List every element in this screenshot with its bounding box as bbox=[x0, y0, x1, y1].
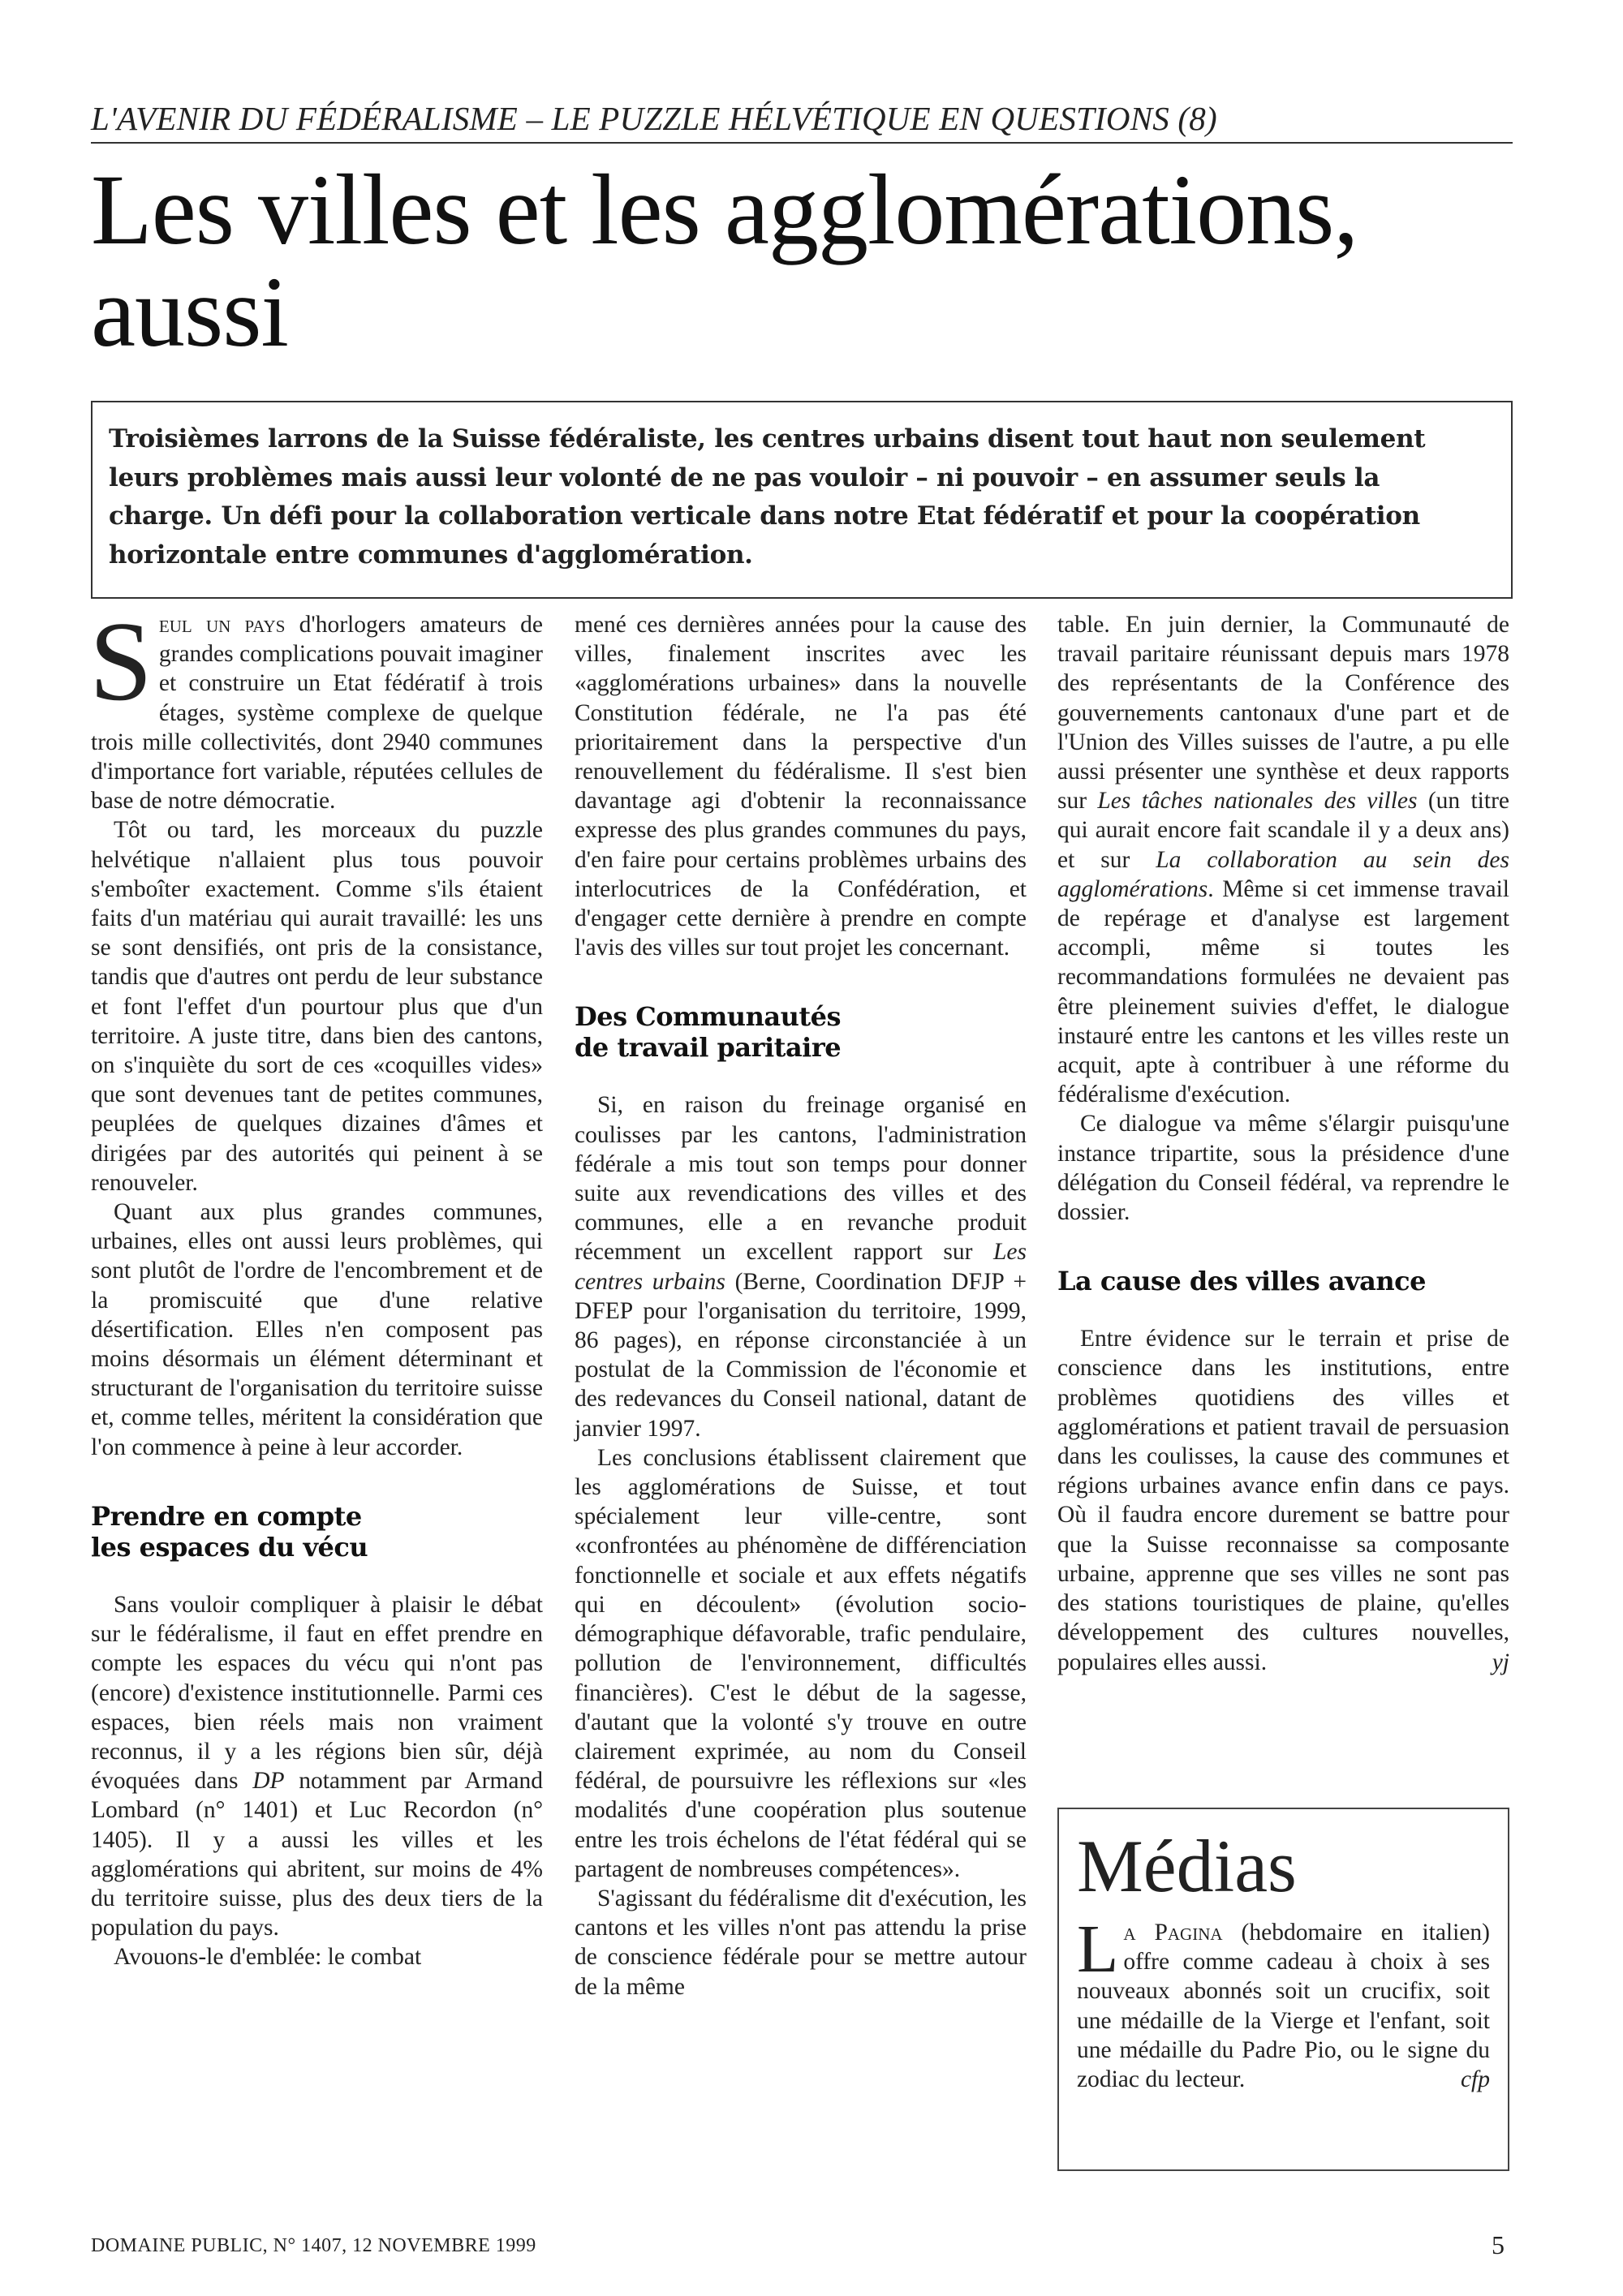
paragraph-text: table. En juin dernier, la Communauté de travail paritaire réunissant depuis mars 1978 des représentants de la Conférence des gouvernements cantonaux d'une part et de l'Union des Villes suisses de l'autre, a pu elle aussi présenter une synthèse et deux rapports sur bbox=[1057, 612, 1509, 815]
paragraph: Ce dialogue va même s'élargir puisqu'une instance tripartite, sous la présidence d'une délégation du Conseil fédéral, va reprendre le dossier. bbox=[1057, 1111, 1509, 1226]
paragraph-text: (un titre qui aurait encore fait scandale il y a deux ans) et sur bbox=[1057, 788, 1509, 873]
paragraph-text: Sans vouloir compliquer à plaisir le débat sur le fédéralisme, il faut en effet prendre en compte les espaces du vécu qui n'ont pas (encore) d'existence institutionnelle. Parmi ces espaces, bien réels mais non vraiment reconnus, il y a les régions bien sûr, déjà évoquées dans bbox=[91, 1591, 543, 1795]
report-title: Les centres urbains bbox=[575, 1239, 1027, 1295]
author-initials: cfp bbox=[1460, 2066, 1490, 2093]
lead-text: Troisièmes larrons de la Suisse fédéraliste, les centres urbains disent tout haut non seulement leurs problèmes mais aussi leur volonté de ne pas vouloir – ni pouvoir – en assumer seuls la charge. Un défi pour la collaboration verticale dans notre Etat fédératif et pour la coopération horizontale entre communes d'agglomération. bbox=[109, 424, 1426, 570]
paragraph bbox=[1057, 1324, 1509, 1676]
paragraph-text: Si, en raison du freinage organisé en coulisses par les cantons, l'administration fédérale a mis tout son temps pour donner suite aux revendications des villes et des communes, elle a en revanche produit récemment un excellent rapport sur bbox=[575, 1092, 1027, 1266]
paragraph-text: Entre évidence sur le terrain et prise de conscience dans les institutions, entre problèmes quotidiens des villes et agglomérations et patient travail de persuasion dans les coulisses, la cause des communes et régions urbaines avance enfin dans ce pays. Où il faudra encore durement se battre pour que la Suisse reconnaisse sa composante urbaine, apprenne que ses villes ne sont pas des stations touristiques de plaine, qu'elles développement des cultures nouvelles, populaires elles aussi. bbox=[1057, 1326, 1509, 1675]
paragraph: Quant aux plus grandes communes, urbaines, elles ont aussi leurs problèmes, qui sont plutôt de l'ordre de l'encombrement et de la promiscuité que d'une relative désertification. Elles n'en composent pas moins désormais un élément déterminant et structurant de l'organisation du territoire suisse et, comme telles, méritent la considération que l'on commence à peine à leur accorder. bbox=[91, 1199, 543, 1460]
drop-cap: S bbox=[89, 599, 153, 724]
paragraph-text: . Même si cet immense travail de repérage et d'analyse est largement accompli, même si toutes les recommandations formulées ne devaient pas être pleinement suivies d'effet, le dialogue instauré entre les cantons et les villes reste un acquit, apte à contribuer à une réforme du fédéralisme d'exécution. bbox=[1057, 875, 1509, 1108]
opening-smallcaps: eul un pays bbox=[158, 612, 286, 638]
page-number: 5 bbox=[1492, 2230, 1505, 2259]
subheading-line: Prendre en compte bbox=[91, 1500, 362, 1532]
report-title: Les tâches nationales des villes bbox=[1097, 788, 1418, 815]
paragraph-text: (Berne, Coordination DFJP + DFEP pour l'organisation du territoire, 1999, 86 pages), en réponse circonstanciée à un postulat de la Commission de l'économie et des redevances du Conseil national, datant de janvier 1997. bbox=[575, 1268, 1027, 1442]
subheading-line: de travail paritaire bbox=[575, 1032, 842, 1064]
paragraph-text: (hebdomaire en italien) offre comme cadeau à choix à ses nouveaux abonnés soit un crucifix, soit une médaille de la Vierge et l'enfant, soit une médaille du Padre Pio, ou le signe du zodiac du lecteur. bbox=[1077, 1920, 1490, 2093]
section-kicker: L'AVENIR DU FÉDÉRALISME – LE PUZZLE HÉLVÉTIQUE EN QUESTIONS (8) bbox=[91, 100, 1217, 137]
kicker-rule bbox=[91, 142, 1513, 144]
paragraph bbox=[89, 599, 543, 815]
drop-cap: L bbox=[1077, 1911, 1119, 1987]
paragraph-text: d'horlogers amateurs de grandes complications pouvait imaginer et construire un Etat fédératif à trois étages, système complexe de quelque trois mille collectivités, dont 2940 communes d'importance fort variable, réputées cellules de base de notre démocratie. bbox=[91, 612, 543, 815]
paragraph: Avouons-le d'emblée: le combat bbox=[114, 1944, 422, 1971]
publication-name: DP bbox=[252, 1768, 285, 1795]
paragraph: Tôt ou tard, les morceaux du puzzle helvétique n'allaient plus tous pouvoir s'emboîter exactement. Comme s'ils étaient faits d'un matériau qui aurait travaillé: les uns se sont densifiés, ont pris de la consistance, tandis que d'autres ont perdu de leur substance et font l'effet d'un pourtour plus que d'un territoire. A juste titre, dans bien des cantons, on s'inquiète du sort de ces «coquilles vides» que sont devenues tant de petites communes, peuplées de quelques dizaines d'âmes et dirigées par des autorités qui peinent à se renouveler. bbox=[91, 817, 543, 1196]
subheading bbox=[575, 1001, 1027, 1063]
medias-paragraph bbox=[1077, 1911, 1490, 2094]
author-initials: yj bbox=[1492, 1649, 1509, 1675]
subheading-line: les espaces du vécu bbox=[91, 1531, 368, 1563]
paragraph-text: notamment par Armand Lombard (n° 1401) et Luc Recordon (n° 1405). Il y a aussi les villes et les agglomérations qui abritent, sur moins de 4% du territoire suisse, plus des deux tiers de la population du pays. bbox=[91, 1768, 543, 1941]
subheading: La cause des villes avance bbox=[1057, 1266, 1427, 1297]
paragraph bbox=[1057, 610, 1509, 1109]
lead-box bbox=[91, 401, 1513, 599]
report-title: La collaboration au sein des agglomérations bbox=[1057, 846, 1510, 902]
paragraph: mené ces dernières années pour la cause des villes, finalement inscrites avec les «agglomérations urbaines» dans la nouvelle Constitution fédérale, ne l'a pas été prioritairement dans la perspective d'un renouvellement du fédéralisme. Il s'est bien davantage agi d'obtenir la reconnaissance expresse des plus grandes communes du pays, d'en faire pour certains problèmes urbains des interlocutrices de la Confédération, et d'engager cette dernière à prendre en compte l'avis des villes sur tout projet les concernant. bbox=[575, 612, 1027, 961]
column-2 bbox=[575, 610, 1027, 2001]
article-headline bbox=[91, 154, 1470, 368]
headline-line-2: aussi bbox=[91, 256, 288, 368]
column-1 bbox=[89, 599, 543, 1972]
column-3 bbox=[1057, 610, 1509, 1677]
footer-publication: DOMAINE PUBLIC, N° 1407, 12 NOVEMBRE 1999 bbox=[91, 2235, 536, 2256]
medias-title: Médias bbox=[1077, 1825, 1297, 1907]
paragraph: S'agissant du fédéralisme dit d'exécution, les cantons et les villes n'ont pas attendu la prise de conscience fédérale pour se mettre autour de la même bbox=[575, 1885, 1027, 2000]
subheading bbox=[91, 1501, 543, 1563]
subheading-line: Des Communautés bbox=[575, 1001, 841, 1033]
publication-name: a Pagina bbox=[1123, 1920, 1223, 1946]
paragraph: Les conclusions établissent clairement que les agglomérations de Suisse, et tout spécialement leur ville-centre, sont «confrontées au phénomène de différenciation fonctionnelle et sociale et aux effets négatifs qui en découlent» (évolution socio-démographique défavorable, trafic pendulaire, pollution de l'environnement, difficultés financières). C'est le début de la sagesse, d'autant que la volonté s'y trouve en outre clairement exprimée, au nom du Conseil fédéral, de poursuivre les réflexions sur «les modalités d'une coopération plus soutenue entre les trois échelons de l'état fédéral qui se partagent de nombreuses compétences». bbox=[575, 1444, 1027, 1882]
paragraph bbox=[91, 1590, 543, 1942]
medias-box bbox=[1057, 1808, 1509, 2171]
paragraph bbox=[575, 1090, 1027, 1443]
headline-line-1: Les villes et les agglomérations, bbox=[91, 154, 1358, 265]
